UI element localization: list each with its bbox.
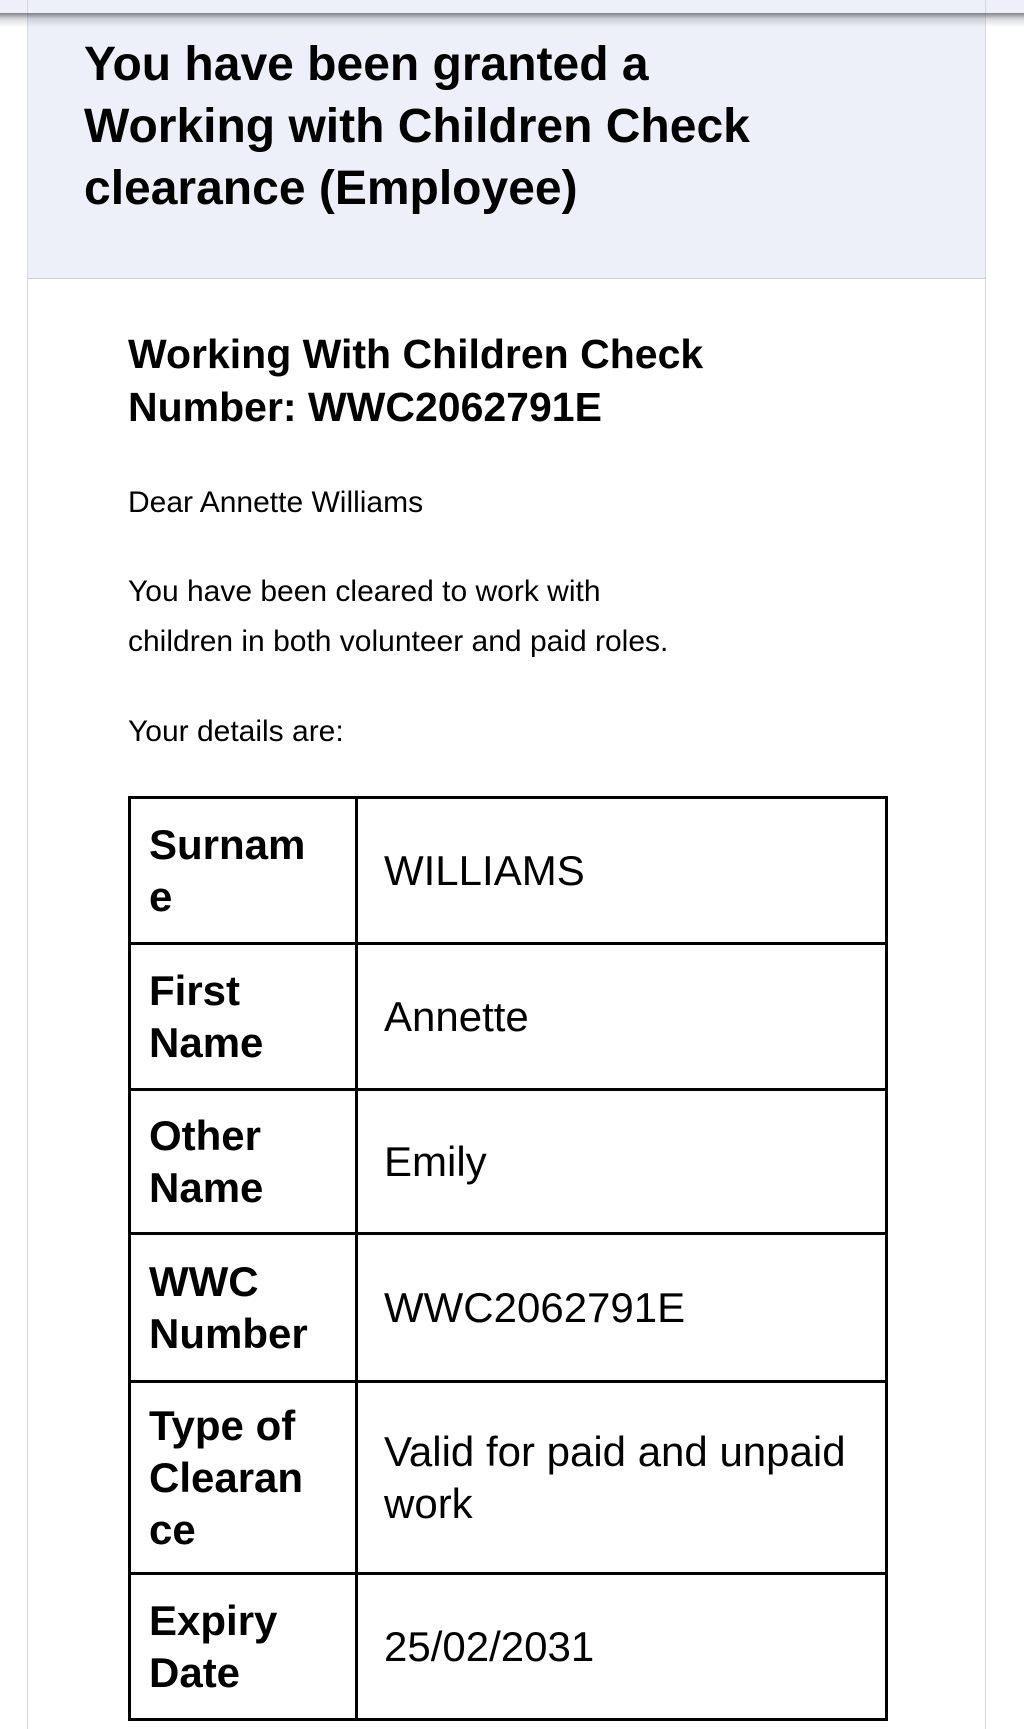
message-title: You have been granted a Working with Children Check clearance (Employee) xyxy=(84,38,750,215)
table-row xyxy=(130,944,887,1090)
detail-label: Surnam e xyxy=(130,798,357,944)
table-row xyxy=(130,1090,887,1234)
table-row xyxy=(130,1574,887,1720)
detail-value: Annette xyxy=(357,944,887,1090)
detail-value: WWC2062791E xyxy=(357,1234,887,1382)
details-table-body xyxy=(130,798,887,1720)
detail-label: First Name xyxy=(130,944,357,1090)
details-intro: Your details are: xyxy=(128,715,344,748)
table-row xyxy=(130,1382,887,1574)
detail-label: Type of Clearan ce xyxy=(130,1382,357,1574)
greeting-text: Dear Annette Williams xyxy=(128,486,424,519)
email-card xyxy=(27,0,986,1729)
message-header xyxy=(28,0,985,279)
detail-label: WWC Number xyxy=(130,1234,357,1382)
detail-value: WILLIAMS xyxy=(357,798,887,944)
detail-value: 25/02/2031 xyxy=(357,1574,887,1720)
detail-value: Emily xyxy=(357,1090,887,1234)
details-table xyxy=(128,796,888,1721)
detail-value: Valid for paid and unpaid work xyxy=(357,1382,887,1574)
detail-label: Expiry Date xyxy=(130,1574,357,1720)
table-row xyxy=(130,798,887,944)
clearance-text: You have been cleared to work with children in both volunteer and paid roles. xyxy=(128,575,669,658)
table-row xyxy=(130,1234,887,1382)
wwc-number-heading: Working With Children Check Number: WWC2062791E xyxy=(128,331,704,430)
message-body xyxy=(28,328,985,1721)
detail-label: Other Name xyxy=(130,1090,357,1234)
